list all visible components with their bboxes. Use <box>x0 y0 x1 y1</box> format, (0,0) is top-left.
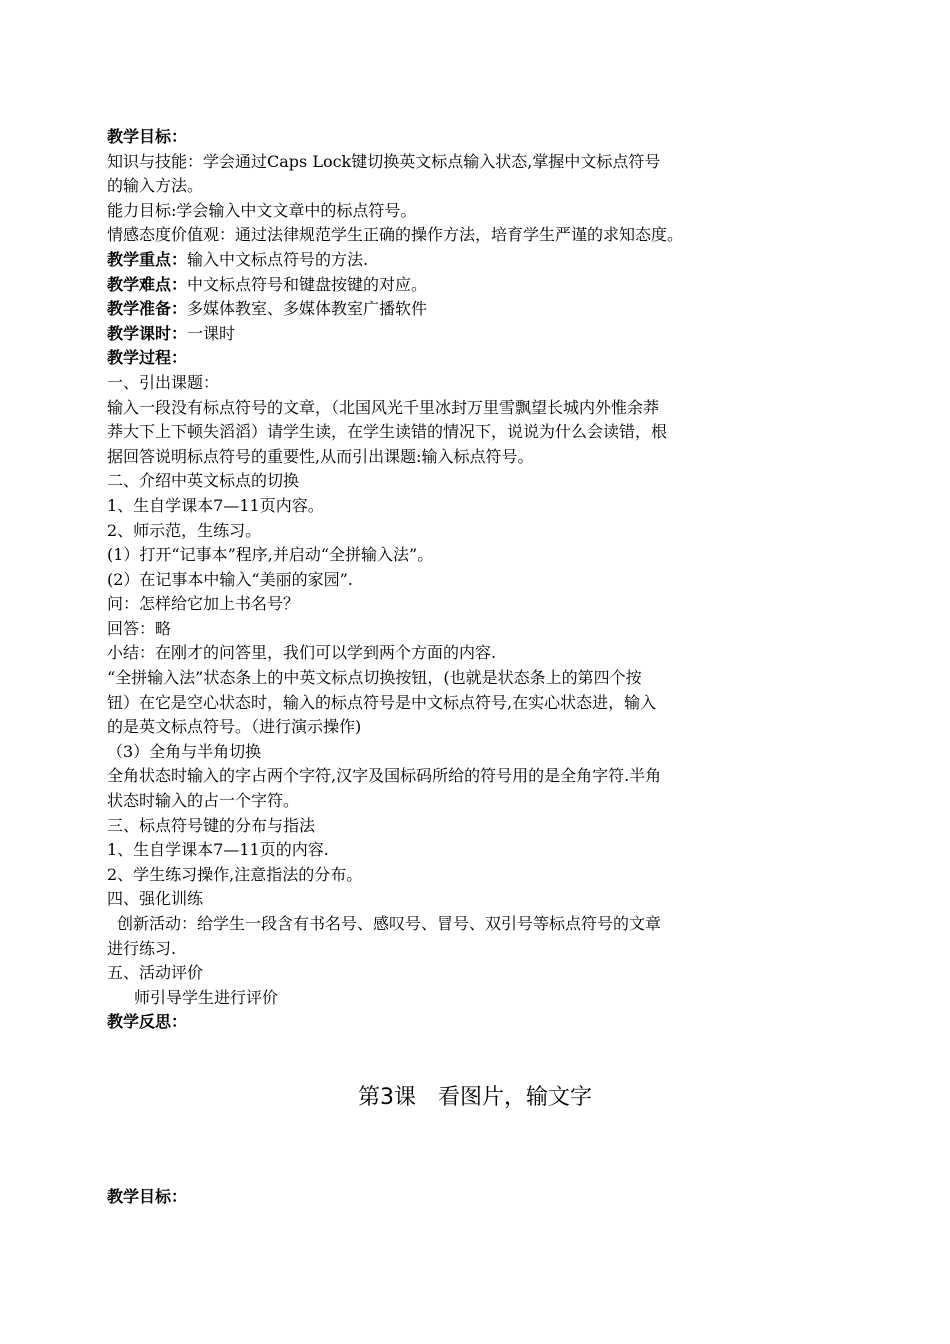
reflection-heading: 教学反思： <box>107 1012 188 1032</box>
part2-title: 二、介绍中英文标点的切换 <box>107 471 300 491</box>
part2-step3-line1: 全角状态时输入的字占两个字符,汉字及国标码所给的符号用的是全角字符.半角 <box>107 766 662 786</box>
part4-line2: 进行练习. <box>107 938 177 958</box>
part4-line1: 创新活动：给学生一段含有书名号、感叹号、冒号、双引号等标点符号的文章 <box>117 914 662 933</box>
summary-detail-line2: 钮）在它是空心状态时，输入的标点符号是中文标点符号,在实心状态进，输入 <box>107 692 657 712</box>
knowledge-skill-line: 知识与技能：学会通过Caps Lock键切换英文标点输入状态,掌握中文标点符号 <box>107 151 661 171</box>
summary-detail-line1: “全拼输入法”状态条上的中英文标点切换按钮，(也就是状态条上的第四个按 <box>107 668 642 688</box>
part2-step2a: (1）打开“记事本”程序,并启动“全拼输入法”。 <box>107 545 434 565</box>
part4-title: 四、强化训练 <box>107 889 204 909</box>
part2-step3-line2: 状态时输入的占一个字符。 <box>107 791 300 811</box>
part3-title: 三、标点符号键的分布与指法 <box>107 815 316 835</box>
part1-line1: 输入一段没有标点符号的文章，（北国风光千里冰封万里雪飘望长城内外惟余莽 <box>107 397 660 417</box>
answer-line: 回答：略 <box>107 618 172 638</box>
part3-step2: 2、学生练习操作,注意指法的分布。 <box>107 864 363 884</box>
lesson3-title: 第3课 看图片，输文字 <box>358 1085 592 1110</box>
process-heading: 教学过程： <box>107 348 188 368</box>
ability-goal-line: 能力目标:学会输入中文文章中的标点符号。 <box>107 200 417 220</box>
lesson3-body <box>107 1185 187 1210</box>
difficulty-line <box>107 273 797 298</box>
difficulty-label: 教学难点： <box>107 274 188 294</box>
preparation-line <box>107 297 797 322</box>
key-point-line <box>107 248 797 273</box>
part1-line3: 据回答说明标点符号的重要性,从而引出课题:输入标点符号。 <box>107 446 534 466</box>
part5-line1: 师引导学生进行评价 <box>134 987 279 1007</box>
part2-step2b: (2）在记事本中输入“美丽的家园”. <box>107 569 353 589</box>
key-point-label: 教学重点： <box>107 249 188 269</box>
part1-title: 一、引出课题： <box>107 372 220 392</box>
emotion-goal-line: 情感态度价值观：通过法律规范学生正确的操作方法，培育学生严谨的求知态度。 <box>107 225 684 245</box>
part1-line2: 莽大下上下顿失滔滔）请学生读，在学生读错的情况下，说说为什么会读错，根 <box>107 422 668 442</box>
summary-line: 小结：在刚才的问答里，我们可以学到两个方面的内容. <box>107 643 497 663</box>
part5-title: 五、活动评价 <box>107 963 204 983</box>
objectives-heading: 教学目标： <box>107 127 188 146</box>
class-hours-label: 教学课时： <box>107 323 188 343</box>
lesson3-objectives-heading: 教学目标： <box>107 1187 188 1206</box>
key-point-text: 输入中文标点符号的方法. <box>187 249 369 269</box>
part3-step1: 1、生自学课本7—11页的内容. <box>107 840 329 860</box>
preparation-text: 多媒体教室、多媒体教室广播软件 <box>187 299 428 319</box>
part2-step3: （3）全角与半角切换 <box>107 741 262 761</box>
question-line: 问：怎样给它加上书名号？ <box>107 594 300 614</box>
class-hours-line <box>107 322 797 347</box>
class-hours-text: 一课时 <box>187 323 236 343</box>
summary-detail-line3: 的是英文标点符号。（进行演示操作) <box>107 717 362 737</box>
difficulty-text: 中文标点符号和键盘按键的对应。 <box>187 274 428 294</box>
preparation-label: 教学准备： <box>107 299 188 319</box>
lesson-plan-body <box>107 125 797 1035</box>
knowledge-skill-continued: 的输入方法。 <box>107 176 204 196</box>
part2-step2: 2、师示范，生练习。 <box>107 520 262 540</box>
part2-step1: 1、生自学课本7—11页内容。 <box>107 495 324 515</box>
